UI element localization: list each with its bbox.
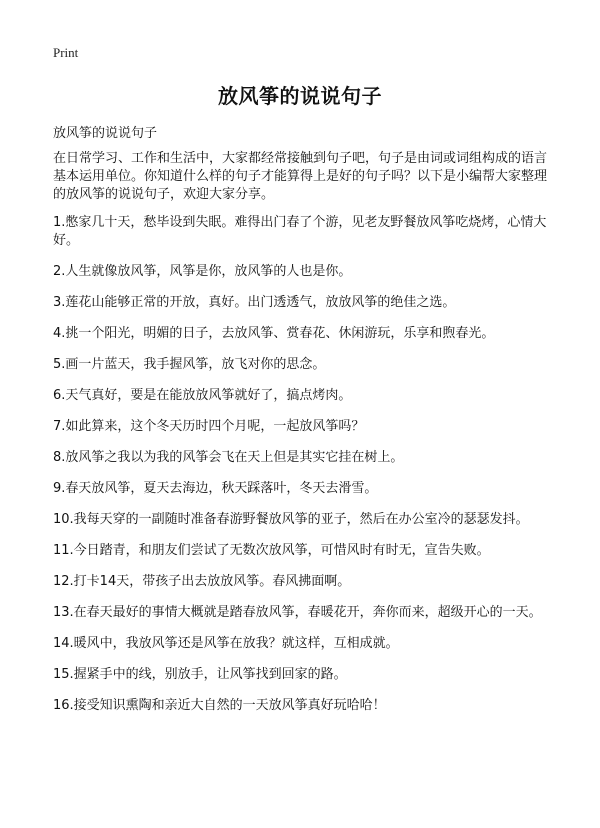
list-item: 15.握紧手中的线，别放手，让风筝找到回家的路。 [53, 667, 347, 682]
article-subtitle: 放风筝的说说句子 [53, 126, 158, 141]
list-item: 16.接受知识熏陶和亲近大自然的一天放风筝真好玩哈哈！ [53, 698, 386, 713]
list-item: 13.在春天最好的事情大概就是踏春放风筝，春暖花开，奔你而来，超级开心的一天。 [53, 605, 542, 620]
list-item: 2.人生就像放风筝，风筝是你，放风筝的人也是你。 [53, 264, 352, 279]
sentence-list [53, 214, 551, 728]
intro-paragraph: 在日常学习、工作和生活中，大家都经常接触到句子吧，句子是由词或词组构成的语言基本运用单位。你知道什么样的句子才能算得上是好的句子吗？以下是小编帮大家整理的放风筝的说说句子，欢迎大家分享。 [53, 151, 548, 202]
list-item: 3.莲花山能够正常的开放，真好。出门透透气，放放风筝的绝佳之选。 [53, 295, 456, 310]
list-item: 10.我每天穿的一副随时准备春游野餐放风筝的亚子，然后在办公室冷的瑟瑟发抖。 [53, 512, 529, 527]
list-item: 5.画一片蓝天，我手握风筝，放飞对你的思念。 [53, 357, 326, 372]
print-link[interactable]: Print [53, 45, 79, 60]
list-item: 12.打卡14天，带孩子出去放放风筝。春风拂面啊。 [53, 574, 351, 589]
list-item: 6.天气真好，要是在能放放风筝就好了，搞点烤肉。 [53, 388, 352, 403]
list-item: 14.暖风中，我放风筝还是风筝在放我？就这样，互相成就。 [53, 636, 399, 651]
list-item: 4.挑一个阳光，明媚的日子，去放风筝、赏春花、休闲游玩，乐享和煦春光。 [53, 326, 495, 341]
list-item: 11.今日踏青，和朋友们尝试了无数次放风筝，可惜风时有时无，宣告失败。 [53, 543, 490, 558]
page-title: 放风筝的说说句子 [218, 84, 382, 108]
list-item: 7.如此算来，这个冬天历时四个月呢，一起放风筝吗？ [53, 419, 365, 434]
list-item: 1.憋家几十天，愁毕设到失眠。难得出门春了个游，见老友野餐放风筝吃烧烤，心情大好。 [53, 215, 547, 248]
list-item: 9.春天放风筝，夏天去海边，秋天踩落叶，冬天去滑雪。 [53, 481, 378, 496]
list-item: 8.放风筝之我以为我的风筝会飞在天上但是其实它挂在树上。 [53, 450, 404, 465]
